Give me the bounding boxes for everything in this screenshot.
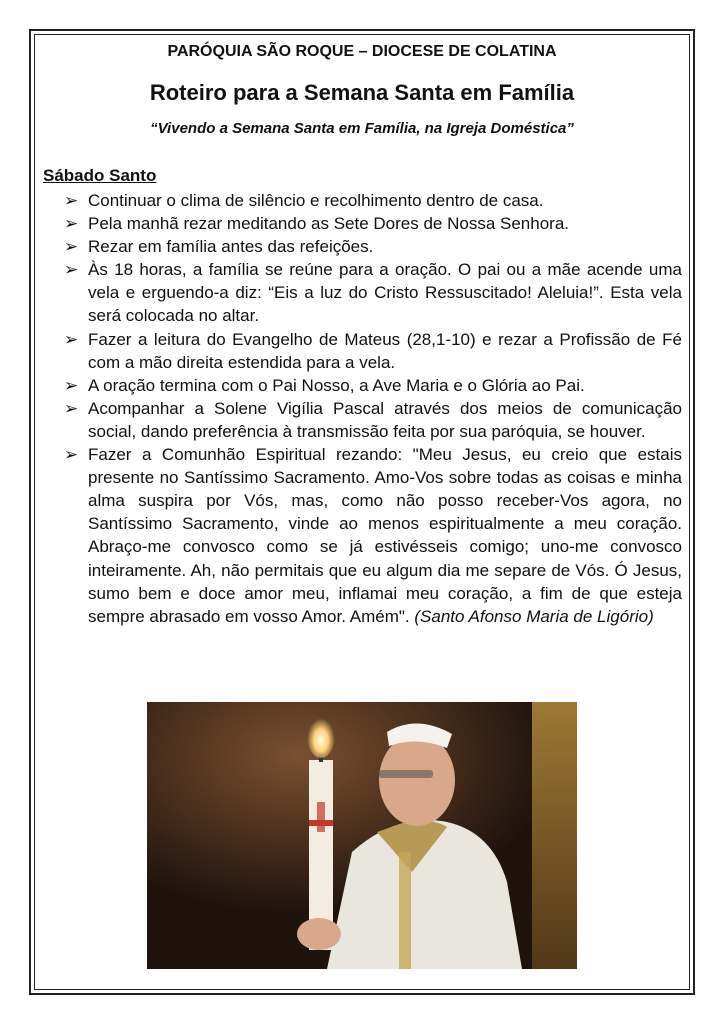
arrow-bullet-icon: ➢ bbox=[64, 237, 79, 257]
arrow-bullet-icon: ➢ bbox=[64, 260, 79, 280]
list-item bbox=[64, 443, 682, 628]
section-heading: Sábado Santo bbox=[43, 166, 157, 185]
list-item bbox=[64, 258, 682, 327]
list-item-text: Fazer a Comunhão Espiritual rezando: "Meu Jesus, eu creio que estais presente no Santíssimo Sacramento. Amo-Vos sobre todas as coisas e minha alma suspira por Vós, mas, como não posso receber-Vos agora, no Santíssimo Sacramento, vinde ao menos espiritualmente a meu coração. Abraço-me convosco como se já estivésseis comigo; uno-me convosco inteiramente. Ah, não permitais que eu algum dia me separe de Vós. Ó Jesus, sumo bem e doce amor meu, inflamai meu coração, a fim de que esteja sempre abrasado em vosso Amor. Amém". bbox=[88, 445, 682, 626]
list-item-text: Continuar o clima de silêncio e recolhimento dentro de casa. bbox=[88, 191, 544, 210]
list-item-text: Rezar em família antes das refeições. bbox=[88, 237, 374, 257]
list-item-text: Às 18 horas, a família se reúne para a oração. O pai ou a mãe acende uma vela e erguendo-a diz: “Eis a luz do Cristo Ressuscitado! Aleluia!”. Esta vela será colocada no altar. bbox=[88, 260, 682, 326]
candle-photo bbox=[147, 702, 577, 969]
list-item-text: A oração termina com o Pai Nosso, a Ave Maria e o Glória ao Pai. bbox=[88, 375, 585, 395]
arrow-bullet-icon: ➢ bbox=[64, 398, 79, 418]
list-item bbox=[64, 328, 682, 374]
document-title: Roteiro para a Semana Santa em Família bbox=[149, 80, 575, 105]
list-item bbox=[64, 397, 682, 443]
document-subtitle: “Vivendo a Semana Santa em Família, na Igreja Doméstica” bbox=[150, 120, 574, 137]
parish-heading: PARÓQUIA SÃO ROQUE – DIOCESE DE COLATINA bbox=[167, 43, 557, 60]
arrow-bullet-icon: ➢ bbox=[64, 191, 79, 210]
list-item bbox=[64, 374, 682, 397]
pope-with-paschal-candle-image bbox=[147, 702, 577, 969]
arrow-bullet-icon: ➢ bbox=[64, 329, 79, 349]
arrow-bullet-icon: ➢ bbox=[64, 445, 79, 465]
list-item-text: Acompanhar a Solene Vigília Pascal através dos meios de comunicação social, dando preferência à transmissão feita por sua paróquia, se houver. bbox=[88, 398, 682, 441]
instruction-list bbox=[64, 189, 682, 628]
list-item bbox=[64, 189, 682, 212]
prayer-attribution: (Santo Afonso Maria de Ligório) bbox=[414, 606, 654, 626]
list-item bbox=[64, 235, 682, 258]
list-item-text: Fazer a leitura do Evangelho de Mateus (28,1-10) e rezar a Profissão de Fé com a mão direita estendida para a vela. bbox=[88, 329, 682, 372]
list-item-text: Pela manhã rezar meditando as Sete Dores de Nossa Senhora. bbox=[88, 214, 569, 234]
arrow-bullet-icon: ➢ bbox=[64, 214, 79, 234]
arrow-bullet-icon: ➢ bbox=[64, 375, 79, 395]
list-item bbox=[64, 212, 682, 235]
